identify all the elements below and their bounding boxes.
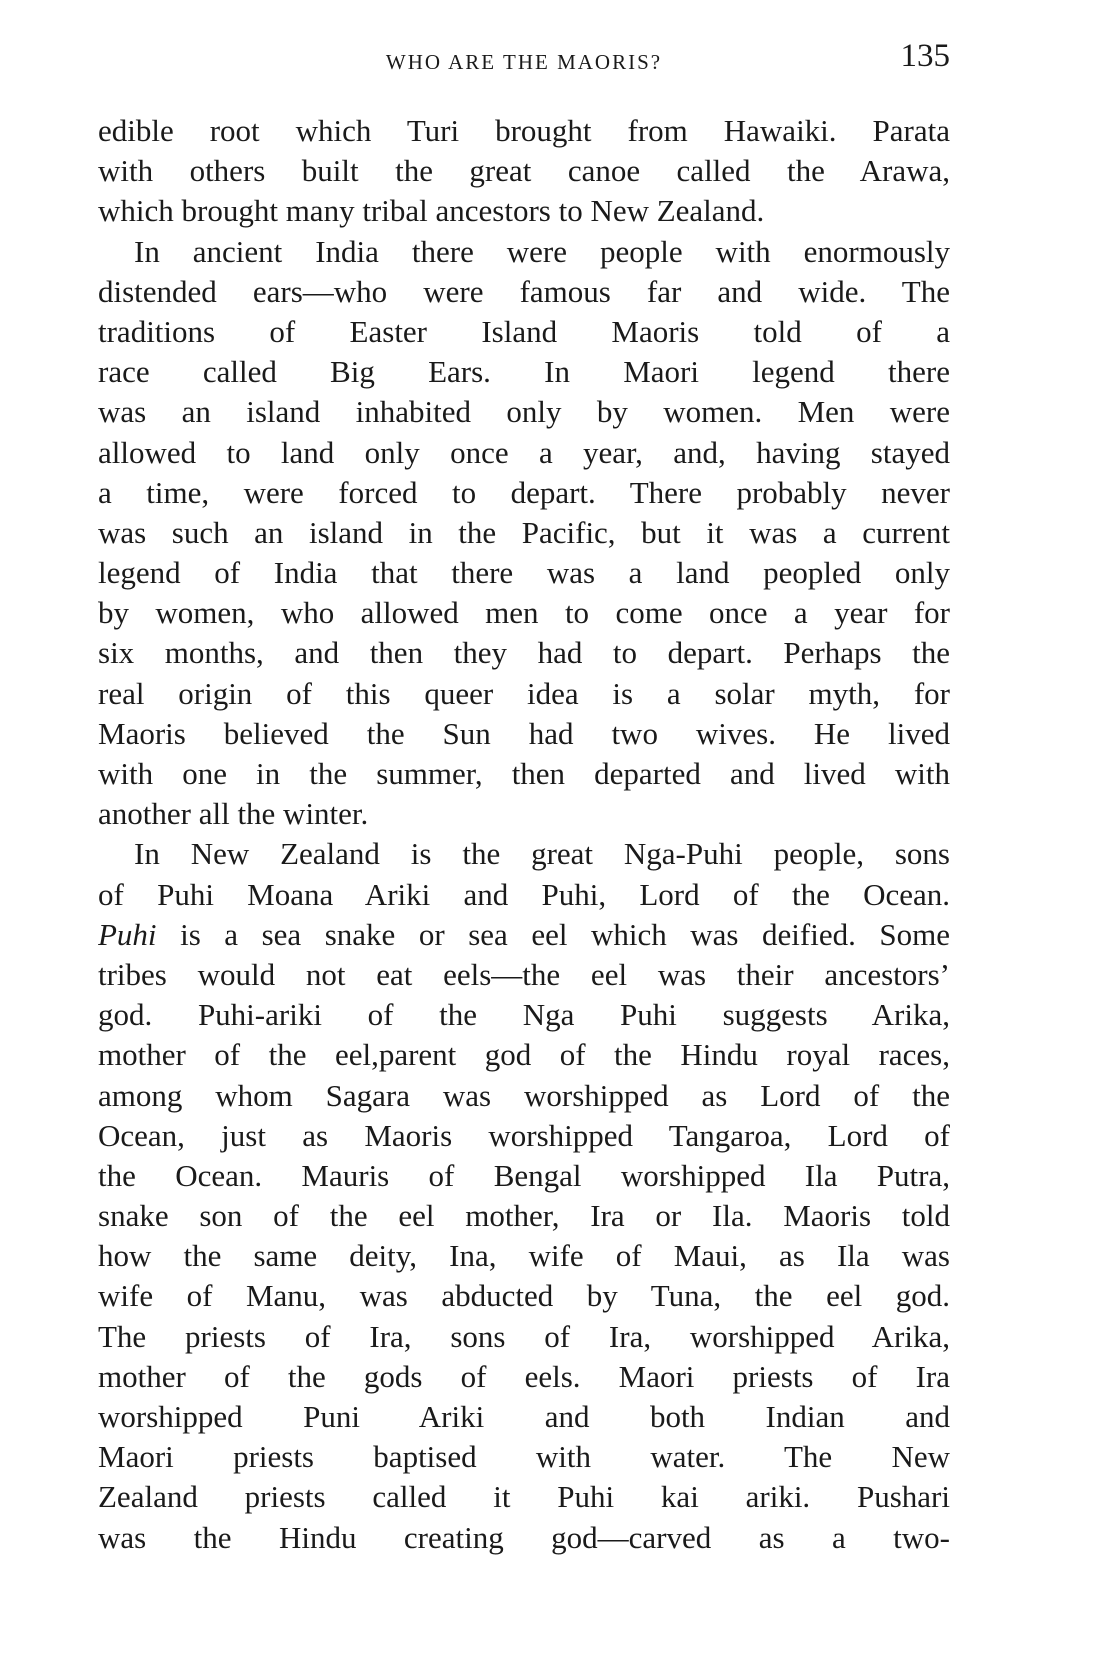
text-line: which brought many tribal ancestors to New Zealand.	[98, 193, 765, 229]
text-line: distended ears—who were famous far and wide. The	[98, 273, 950, 309]
text-line: among whom Sagara was worshipped as Lord of the	[98, 1077, 950, 1113]
body-text	[98, 111, 950, 1558]
text-line: Maori priests baptised with water. The New	[98, 1439, 950, 1475]
text-line: snake son of the eel mother, Ira or Ila. Maoris told	[98, 1198, 950, 1234]
text-line: how the same deity, Ina, wife of Maui, as Ila was	[98, 1238, 950, 1274]
text-line: six months, and then they had to depart. Perhaps the	[98, 635, 950, 671]
page-number: 135	[900, 38, 950, 74]
text-span: is a sea snake or sea eel which was deified. Some	[156, 916, 950, 952]
text-line: Maoris believed the Sun had two wives. He lived	[98, 715, 950, 751]
text-line: Ocean, just as Maoris worshipped Tangaroa, Lord of	[98, 1117, 950, 1153]
text-line: god. Puhi-ariki of the Nga Puhi suggests Arika,	[98, 997, 950, 1033]
text-line: a time, were forced to depart. There probably never	[98, 474, 950, 510]
text-line: of Puhi Moana Ariki and Puhi, Lord of the Ocean.	[98, 876, 950, 912]
text-line: In New Zealand is the great Nga-Puhi people, sons	[134, 836, 950, 872]
text-line: real origin of this queer idea is a solar myth, for	[98, 675, 950, 711]
text-line: was the Hindu creating god—carved as a two-	[98, 1519, 950, 1555]
text-line: legend of India that there was a land peopled only	[98, 555, 950, 591]
paragraph-2	[98, 232, 950, 835]
text-line: race called Big Ears. In Maori legend there	[98, 354, 950, 390]
text-line: edible root which Turi brought from Hawaiki. Parata	[98, 113, 950, 148]
text-line: tribes would not eat eels—the eel was their ancestors’	[98, 956, 950, 992]
text-line: with one in the summer, then departed and lived with	[98, 756, 950, 791]
paragraph-1	[98, 111, 950, 232]
text-line: with others built the great canoe called the Arawa,	[98, 153, 950, 189]
text-line: was an island inhabited only by women. Men were	[98, 394, 950, 430]
text-line: allowed to land only once a year, and, having stayed	[98, 434, 950, 470]
text-line: wife of Manu, was abducted by Tuna, the eel god.	[98, 1278, 950, 1314]
text-line: another all the winter.	[98, 796, 369, 832]
text-line: mother of the gods of eels. Maori priests of Ira	[98, 1358, 950, 1394]
text-line: was such an island in the Pacific, but it was a current	[98, 514, 950, 550]
text-line: by women, who allowed men to come once a year for	[98, 595, 950, 631]
text-line: In ancient India there were people with enormously	[134, 233, 950, 269]
paragraph-3	[98, 834, 950, 1557]
text-line	[98, 915, 950, 955]
text-line: Zealand priests called it Puhi kai ariki. Pushari	[98, 1479, 950, 1515]
italic-word: Puhi	[98, 916, 157, 952]
text-line: mother of the eel,parent god of the Hindu royal races,	[98, 1037, 950, 1073]
page-header	[98, 36, 950, 76]
text-line: worshipped Puni Ariki and both Indian and	[98, 1399, 950, 1434]
text-line: traditions of Easter Island Maoris told of a	[98, 313, 950, 349]
running-head: WHO ARE THE MAORIS?	[385, 50, 663, 74]
text-line: the Ocean. Mauris of Bengal worshipped Ila Putra,	[98, 1157, 950, 1193]
text-line: The priests of Ira, sons of Ira, worshipped Arika,	[98, 1318, 950, 1354]
